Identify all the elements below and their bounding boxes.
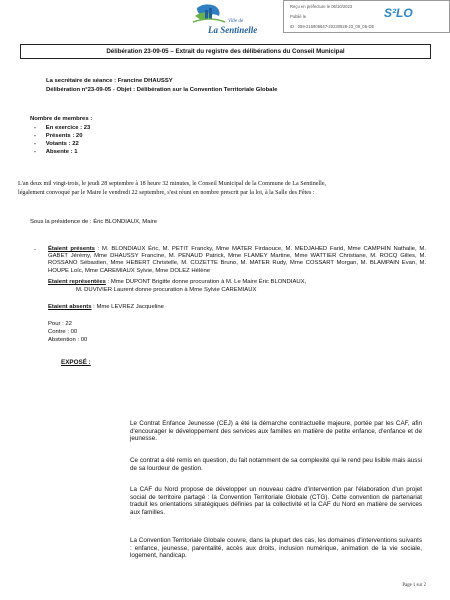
present-text: : M. BLONDIAUX Éric, M. PETIT Francky, Mme MATER Firdaouce, M. MEDJAHED Farid, Mme CAMPHIN Nathalie, M. GABET Jérémy, Mme DHAUSSY Francine, M. PENAUD Patrick, Mme FLAMEY Martine, Mme WATTIER Christiane, M. ROCQ Gilles, M. ROSSANO Sébastien, Mme HEBERT Christelle, M. COZETTE Bruno, M. MATER Rudy, Mme COSSART Morgan, M. BLAMPAIN Evan, M. HOUPE Loïc, Mme CAREMIAUX Sylvie, Mme DOLEZ Hélène	[48, 246, 426, 274]
members-value: Votants : 22	[45, 141, 79, 147]
absent-line	[48, 304, 164, 310]
slo-logo: S²LO	[384, 6, 413, 20]
object-line: Délibération n°23-09-05 - Objet : Délibération sur la Convention Territoriale Globale	[46, 87, 278, 93]
vote-against: Contre : 00	[48, 329, 78, 335]
body-paragraph-1: Le Contrat Enfance Jeunesse (CEJ) a été la démarche contractuelle majeure, portée par les CAF, afin d'encourager le développement des services aux familles en matière de petite enfance, d'enfance et de jeunesse.	[130, 420, 422, 443]
represented-line-1	[48, 279, 306, 285]
vote-for: Pour : 22	[48, 321, 72, 327]
logo-text-name: La Sentinelle	[208, 25, 258, 35]
members-heading: Nombre de membres :	[30, 116, 93, 122]
intro-line-2: légalement convoqué par le Maire le vendredi 22 septembre, s'est réuni en nombre prescrit par la loi, à la Salle des Fêtes :	[18, 190, 315, 196]
secretary-line: La secrétaire de séance : Francine DHAUSSY	[46, 78, 173, 84]
members-item: - Votants : 22	[34, 141, 79, 147]
presidency-line: Sous la présidence de : Éric BLONDIAUX, Maire	[30, 219, 158, 225]
logo-text-ville: Ville de	[228, 19, 244, 24]
members-value: Absente : 1	[45, 149, 78, 155]
present-bullet: -	[34, 247, 36, 253]
expose-heading: EXPOSÉ :	[61, 359, 91, 366]
absent-text: : Mme LEVREZ Jacqueline	[91, 304, 164, 310]
body-paragraph-3: La CAF du Nord propose de développer un nouveau cadre d'intervention par l'élaboration d'un projet social de territoire partagé : la Convention Territoriale Globale (CTG). Cette convention de partenariat traduit les orientations stratégiques définies par la collectivité et la CAF du Nord en matière de services aux familles.	[130, 486, 422, 516]
present-label: Étaient présents	[48, 246, 95, 252]
members-item: - Absente : 1	[34, 149, 78, 155]
represented-line-2: M. DUVIVIER Laurent donne procuration à Mme Sylvie CAREMIAUX	[76, 287, 257, 293]
prefecture-stamp	[283, 0, 450, 33]
intro-line-1: L'an deux mil vingt-trois, le jeudi 28 septembre à 18 heure 32 minutes, le Conseil Municipal de la Commune de La Sentinelle,	[18, 181, 327, 187]
represented-text-1: : Mme DUPONT Brigitte donne procuration à M. Le Maire Éric BLONDIAUX,	[105, 279, 307, 285]
absent-label: Etaient absents	[48, 304, 92, 310]
document-title: Délibération 23-09-05 – Extrait du registre des délibérations du Conseil Municipal	[20, 44, 431, 59]
body-paragraph-4: La Convention Territoriale Globale couvre, dans la plupart des cas, les domaines d'interventions suivants : enfance, jeunesse, parentalité, accès aux droits, inclusion numérique, animation de la vie sociale, logement, handicap.	[130, 537, 422, 560]
members-value: Présents : 20	[45, 133, 83, 139]
body-paragraph-2: Ce contrat a été remis en question, du fait notamment de sa complexité qui le rend peu lisible mais aussi de sa lourdeur de gestion.	[130, 457, 422, 472]
members-value: En exercice : 23	[45, 125, 91, 131]
present-paragraph	[48, 246, 426, 275]
stamp-received: Reçu en préfecture le 06/10/2023	[290, 4, 353, 9]
represented-label: Etaient représentées	[48, 279, 106, 285]
vote-abstention: Abstention : 00	[48, 337, 88, 343]
stamp-id: ID : 059-215905647-20230928-23_09_05-DE	[290, 24, 375, 29]
members-item: - En exercice : 23	[34, 125, 91, 131]
page-number: Page 1 sur 2	[402, 583, 426, 588]
members-item: - Présents : 20	[34, 133, 83, 139]
stamp-published: Publié le	[290, 14, 307, 19]
